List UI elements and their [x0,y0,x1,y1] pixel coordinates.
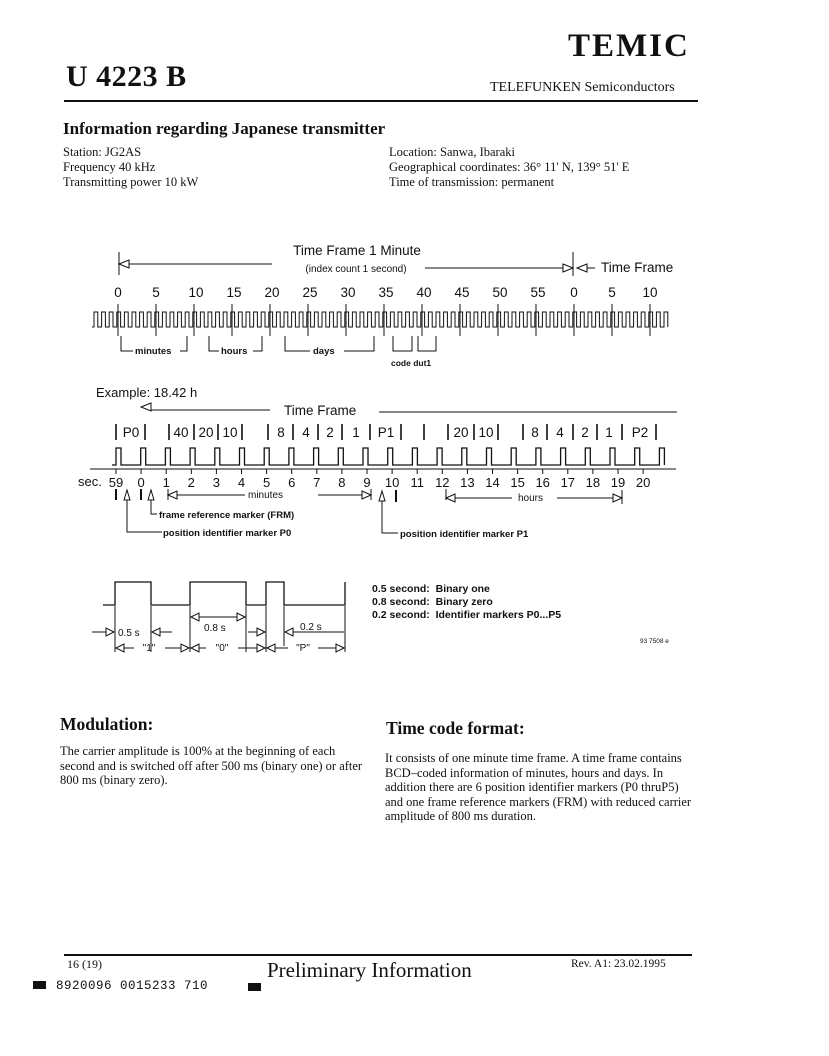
second-tick-label: 2 [187,475,195,490]
second-tick-labels [109,469,651,490]
frame-tick-labels [114,285,657,300]
days-bracket-right [344,336,374,351]
bit-label-p1: P1 [377,425,395,440]
second-tick-label: 9 [363,475,371,490]
info-frequency: Frequency 40 kHz [63,160,156,174]
second-tick-label: 8 [338,475,346,490]
minutes-group-label: minutes [135,346,172,357]
second-pulse-row [92,304,668,336]
hours-span-label: hours [518,493,544,504]
legend-identifier-markers: 0.2 second: Identifier markers P0...P5 [372,609,562,621]
tick-label: 5 [608,285,616,300]
hours-bracket-right [253,336,262,351]
bit-label-p2: P2 [631,425,649,440]
second-tick-label: 7 [313,475,321,490]
bit-label-hours-20: 20 [453,425,469,440]
preliminary-information: Preliminary Information [267,958,472,982]
duration-08-label: 0.8 s [204,623,226,634]
figure-number: 93 7508 e [640,638,669,645]
duration-05-label: 0.5 s [118,628,140,639]
example-pulse-row [112,448,664,465]
modulation-text: The carrier amplitude is 100% at the beginning of each second and is switched off after 500 ms (binary one) or after 800 ms (binary zero). [60,744,363,787]
tick-label: 55 [530,285,546,300]
second-tick-label: 15 [510,475,525,490]
second-tick-label: 18 [585,475,601,490]
second-tick-label: 13 [460,475,475,490]
tick-label: 10 [642,285,658,300]
bit-label-p0: P0 [122,425,140,440]
legend-binary-one: 0.5 second: Binary one [372,583,490,595]
second-tick-label: 3 [212,475,221,490]
footer-rule [64,954,692,956]
pulse-width-waveform [103,582,345,605]
second-tick-label: 1 [162,475,170,490]
p1-label: position identifier marker P1 [400,529,529,540]
minutes-span-label: minutes [248,490,284,501]
time-code-format-text: It consists of one minute time frame. A time frame contains BCD–coded information of minutes, hours and days. In addition there are 6 position identifier markers (P0 thruP5) and one frame reference markers (FRM) with reduced carrier amplitude of 800 ms duration. [385,751,692,823]
days-bracket-left [285,336,310,351]
p0-label: position identifier marker P0 [163,528,292,539]
frm-label: frame reference marker (FRM) [159,510,295,521]
days-group-label: days [313,346,335,357]
example-pulse-train [112,448,664,465]
info-transmission-time: Time of transmission: permanent [389,175,555,189]
p1-arrow-head [379,491,385,501]
bit-label-minutes-20: 20 [198,425,214,440]
duration-02-label: 0.2 s [300,622,322,633]
legend-binary-zero: 0.8 second: Binary zero [372,596,493,608]
barcode-mark-right [248,983,261,991]
second-tick-label: 17 [560,475,576,490]
next-frame-arrow-head [577,264,587,272]
second-pulse-train [92,312,668,327]
bit-label-hours-1: 1 [605,425,613,440]
info-location: Location: Sanwa, Ibaraki [389,145,515,159]
frame-title: Time Frame 1 Minute [293,243,421,258]
bit-label-hours-2: 2 [581,425,589,440]
second-tick-label: 20 [635,475,651,490]
barcode-number: 8920096 0015233 710 [56,979,209,993]
frm-arrow-head [148,490,154,500]
bit-label-minutes-10: 10 [222,425,238,440]
second-tick-label: 12 [435,475,450,490]
dut1-bracket [418,336,436,351]
brand-subtitle: TELEFUNKEN Semiconductors [490,80,675,95]
second-tick-label: 11 [410,475,424,490]
brand-logo: TEMIC [568,28,690,64]
second-tick-label: 19 [610,475,626,490]
code-bracket [393,336,412,351]
symbol-p-label: "P" [296,643,310,654]
second-tick-label: 59 [108,475,124,490]
bit-label-minutes-40: 40 [173,425,189,440]
second-tick-label: 10 [384,475,400,490]
tick-label: 30 [340,285,356,300]
tick-label: 0 [570,285,578,300]
symbol-one-label: "1" [142,643,156,654]
tick-label: 40 [416,285,432,300]
next-frame-label: Time Frame [601,260,674,275]
p1-leader [382,501,398,533]
info-coordinates: Geographical coordinates: 36° 11' N, 139° 51' E [389,160,630,174]
minutes-bracket-left [121,336,133,351]
revision: Rev. A1: 23.02.1995 [571,958,666,970]
bit-label-minutes-8: 8 [277,425,285,440]
bit-label-minutes-2: 2 [326,425,334,440]
p0-leader [127,500,162,532]
bit-label-minutes-4: 4 [302,425,310,440]
p0-arrow-head [124,490,130,500]
info-title: Information regarding Japanese transmitter [63,119,386,138]
bit-label-minutes-1: 1 [352,425,360,440]
tick-label: 20 [264,285,280,300]
second-tick-label: 4 [237,475,246,490]
frm-leader [151,500,157,514]
tick-label: 0 [114,285,122,300]
sec-label: sec. [78,474,102,489]
frame-arrow-head-left [119,260,129,268]
barcode-mark-left [33,981,46,989]
example-label: Example: 18.42 h [96,385,198,400]
bit-label-hours-8: 8 [531,425,539,440]
bit-label-hours-4: 4 [556,425,564,440]
second-tick-label: 14 [485,475,500,490]
tick-label: 35 [378,285,394,300]
info-station: Station: JG2AS [63,145,142,159]
tick-label: 10 [188,285,204,300]
frame-arrow-head-right [563,264,573,272]
time-frame-arrow [141,403,677,412]
modulation-heading: Modulation: [60,714,154,734]
time-frame-label: Time Frame [284,403,357,418]
hours-bracket-left [209,336,219,351]
minutes-bracket-right [180,336,187,351]
part-number: U 4223 B [66,60,187,93]
second-tick-label: 16 [535,475,550,490]
tick-label: 25 [302,285,318,300]
symbol-zero-label: "0" [215,643,229,654]
time-frame-arrow-head [141,403,151,411]
frame-subtitle: (index count 1 second) [305,264,407,275]
bit-label-hours-10: 10 [478,425,494,440]
second-tick-label: 0 [137,475,145,490]
tick-label: 50 [492,285,508,300]
hours-group-label: hours [221,346,248,357]
page-number: 16 (19) [67,957,102,971]
time-code-format-heading: Time code format: [386,718,525,738]
second-tick-label: 6 [288,475,296,490]
tick-label: 15 [226,285,242,300]
tick-label: 45 [454,285,470,300]
code-dut1-label: code dut1 [391,358,432,368]
info-power: Transmitting power 10 kW [63,175,199,189]
second-tick-label: 5 [262,475,271,490]
tick-label: 5 [152,285,160,300]
